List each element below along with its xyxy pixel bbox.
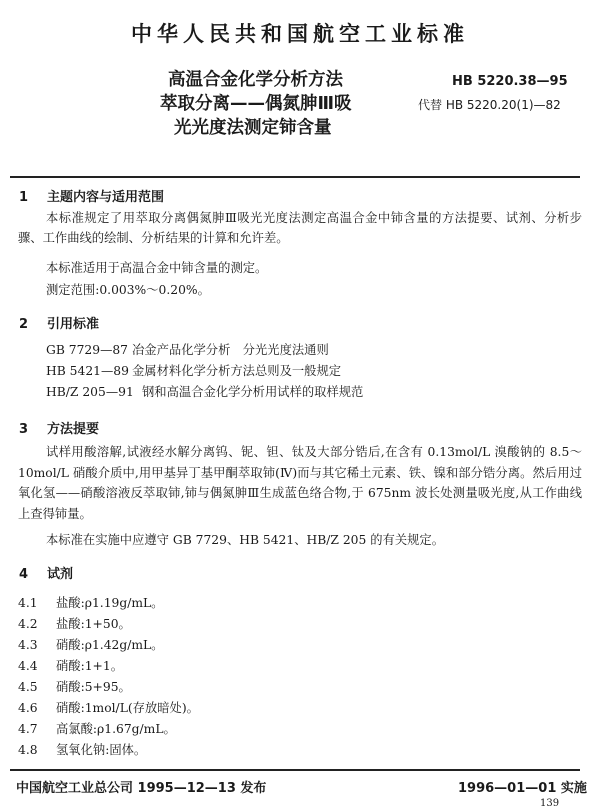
section-1-paragraph-3: 测定范围:0.003%～0.20%。 (46, 283, 210, 297)
reagent-item (18, 614, 131, 632)
effective-date: 1996—01—01 实施 (458, 781, 587, 796)
section-3-heading (19, 418, 99, 437)
section-1-heading (19, 186, 164, 205)
section-number: 4 (19, 567, 29, 582)
reagent-number: 4.8 (18, 743, 38, 757)
reagent-number: 4.3 (18, 638, 38, 652)
section-4-heading (19, 563, 73, 582)
reagent-item (18, 635, 163, 653)
reference-item (46, 361, 341, 379)
reagent-number: 4.1 (18, 596, 38, 610)
reagent-item (18, 593, 163, 611)
issue-info: 中国航空工业总公司 1995—12—13 发布 (16, 781, 267, 796)
reference-title: 冶金产品化学分析 分光光度法通则 (132, 343, 329, 357)
reference-title: 金属材料化学分析方法总则及一般规定 (132, 364, 342, 378)
section-1-paragraph-2: 本标准适用于高温合金中铈含量的测定。 (46, 261, 268, 275)
reagent-text: 高氯酸:ρ1.67g/mL。 (56, 722, 176, 736)
reference-code: HB 5421—89 (46, 364, 129, 378)
reagent-number: 4.2 (18, 617, 38, 631)
reagent-text: 氢氧化钠:固体。 (56, 743, 147, 757)
footer-divider (10, 769, 580, 771)
reagent-number: 4.5 (18, 680, 38, 694)
title-line-1: 高温合金化学分析方法 (168, 70, 343, 90)
reference-title: 钢和高温合金化学分析用试样的取样规范 (142, 385, 364, 399)
reference-code: HB/Z 205—91 (46, 385, 134, 399)
section-number: 2 (19, 317, 29, 332)
standard-header-title: 中华人民共和国航空工业标准 (131, 22, 469, 46)
replaces-standard: 代替 HB 5220.20(1)—82 (418, 98, 561, 112)
header-divider (10, 176, 580, 178)
reagent-text: 硝酸:1+1。 (56, 659, 123, 673)
reagent-text: 盐酸:1+50。 (56, 617, 131, 631)
reagent-text: 硝酸:5+95。 (56, 680, 131, 694)
section-title: 方法提要 (47, 422, 100, 437)
standard-code: HB 5220.38—95 (452, 74, 568, 89)
section-title: 试剂 (47, 567, 74, 582)
reagent-item (18, 698, 199, 716)
page-number: 139 (540, 798, 560, 809)
section-1-paragraph-1: 本标准规定了用萃取分离偶氮胂Ⅲ吸光光度法测定高温合金中铈含量的方法提要、试剂、分析步骤、工作曲线的绘制、分析结果的计算和允许差。 (18, 211, 582, 245)
reference-item (46, 382, 363, 400)
section-3-paragraph-1: 试样用酸溶解,试液经水解分离钨、铌、钽、钛及大部分锆后,在含有 0.13mol/L 溴酸钠的 8.5～10mol/L 硝酸介质中,用甲基异丁基甲酮萃取铈(Ⅳ)而与其它稀土元素、铁、镍和部分锆分离。然后用过氧化氢——硝酸溶液反萃取铈,铈与偶氮胂Ⅲ生成蓝色络合物,于 675nm 波长处测量吸光度,从工作曲线上查得铈量。 (18, 445, 582, 521)
reagent-number: 4.7 (18, 722, 38, 736)
reagent-number: 4.4 (18, 659, 38, 673)
reagent-text: 硝酸:ρ1.42g/mL。 (56, 638, 164, 652)
title-line-2: 萃取分离——偶氮胂Ⅲ吸 (160, 94, 352, 114)
reagent-text: 硝酸:1mol/L(存放暗处)。 (56, 701, 199, 715)
reagent-item (18, 677, 131, 695)
reagent-item (18, 719, 176, 737)
reagent-number: 4.6 (18, 701, 38, 715)
section-title: 主题内容与适用范围 (47, 190, 165, 205)
document-title (160, 68, 400, 140)
reagent-text: 盐酸:ρ1.19g/mL。 (56, 596, 164, 610)
title-line-3: 光光度法测定铈含量 (174, 118, 332, 138)
section-3-paragraph-2: 本标准在实施中应遵守 GB 7729、HB 5421、HB/Z 205 的有关规定。 (46, 533, 445, 547)
section-2-heading (19, 313, 99, 332)
reference-item (46, 340, 329, 358)
reagent-item (18, 740, 146, 758)
reagent-item (18, 656, 123, 674)
section-title: 引用标准 (47, 317, 100, 332)
section-number: 3 (19, 422, 29, 437)
reference-code: GB 7729—87 (46, 343, 129, 357)
section-number: 1 (19, 190, 29, 205)
